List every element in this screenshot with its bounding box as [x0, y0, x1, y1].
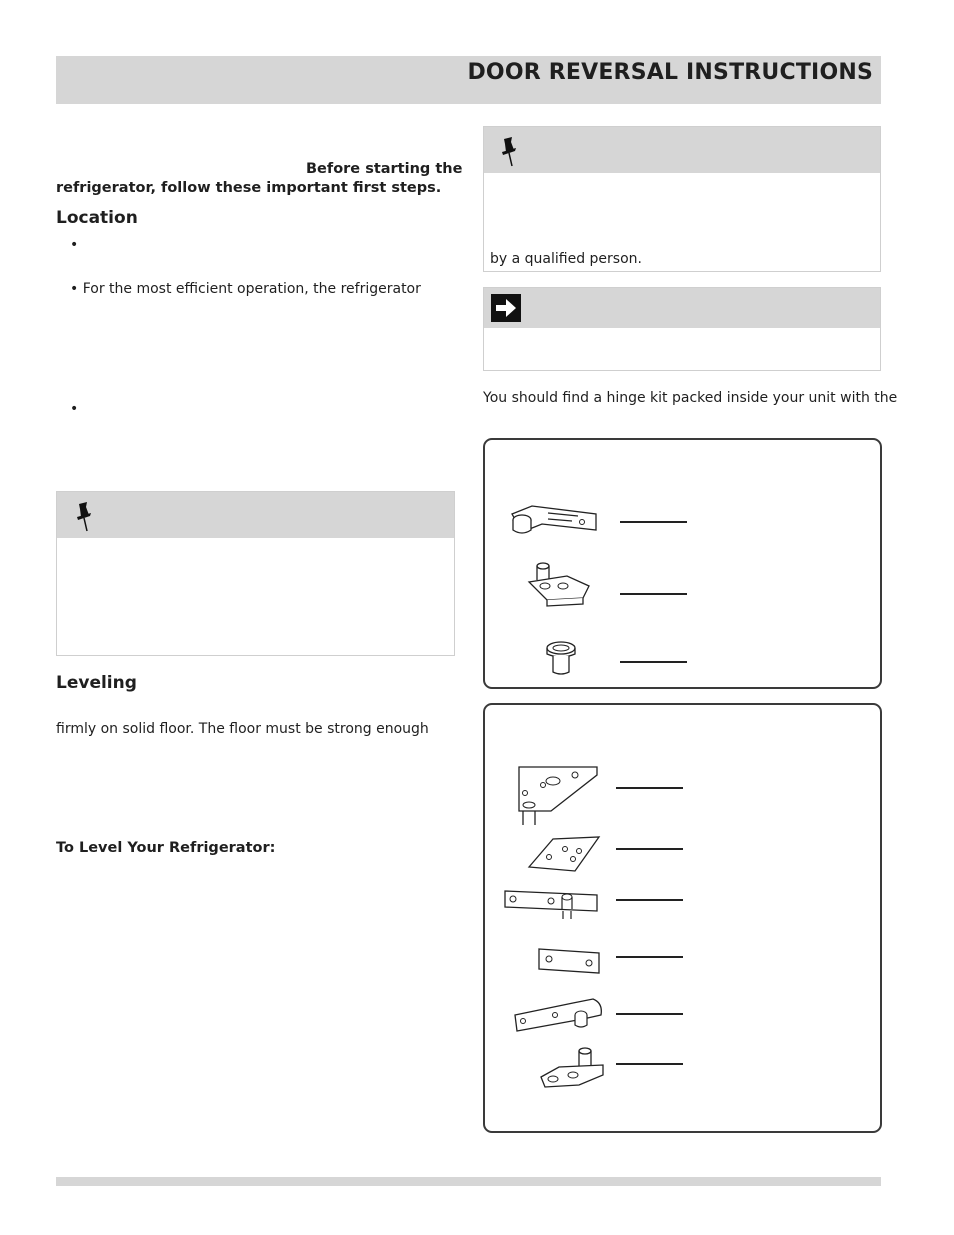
top-hinge-part-icon	[515, 763, 601, 829]
intro-bold-line2: refrigerator, follow these important first steps.	[56, 180, 442, 196]
part-line	[620, 593, 687, 595]
hinge-pin-part-icon	[527, 560, 593, 608]
note-box-right-header	[484, 127, 880, 173]
hinge-kit-text: You should find a hinge kit packed inside your unit with the	[483, 390, 898, 406]
page-title: DOOR REVERSAL INSTRUCTIONS	[467, 60, 873, 85]
arrow-note-box-header	[484, 288, 880, 328]
pushpin-icon	[498, 136, 522, 168]
part-line	[616, 1013, 683, 1015]
part-line	[616, 899, 683, 901]
location-bullet-1: •	[70, 237, 79, 253]
middle-hinge-part-icon	[503, 885, 601, 921]
location-bullet-3: •	[70, 401, 79, 417]
hinge-part-icon	[502, 500, 600, 540]
intro-bold-line1: Before starting the	[306, 161, 463, 177]
part-line	[620, 521, 687, 523]
shim-plate-part-icon	[527, 833, 601, 877]
part-line	[616, 848, 683, 850]
note-box-right-text: by a qualified person.	[490, 251, 642, 267]
bottom-hinge-part-icon	[513, 995, 605, 1035]
hinge-kit-box-2	[483, 703, 882, 1133]
leveling-text: firmly on solid floor. The floor must be strong enough	[56, 721, 429, 737]
spacer-plate-part-icon	[537, 947, 601, 975]
note-box-left-header	[57, 492, 454, 538]
leveling-subheading: To Level Your Refrigerator:	[56, 840, 276, 856]
hinge-kit-box-1	[483, 438, 882, 689]
note-box-right	[483, 126, 881, 272]
arrow-note-box	[483, 287, 881, 371]
location-bullet-2: • For the most efficient operation, the refrigerator	[70, 281, 421, 297]
bottom-pin-part-icon	[539, 1045, 609, 1091]
pushpin-icon	[73, 501, 97, 533]
note-box-left	[56, 491, 455, 656]
part-line	[616, 956, 683, 958]
leveling-heading: Leveling	[56, 673, 137, 693]
part-line	[616, 787, 683, 789]
footer-bar	[56, 1177, 881, 1186]
location-heading: Location	[56, 208, 138, 228]
title-bar	[56, 56, 881, 104]
part-line	[616, 1063, 683, 1065]
screw-cap-part-icon	[545, 640, 577, 678]
part-line	[620, 661, 687, 663]
arrow-right-icon	[491, 294, 521, 322]
